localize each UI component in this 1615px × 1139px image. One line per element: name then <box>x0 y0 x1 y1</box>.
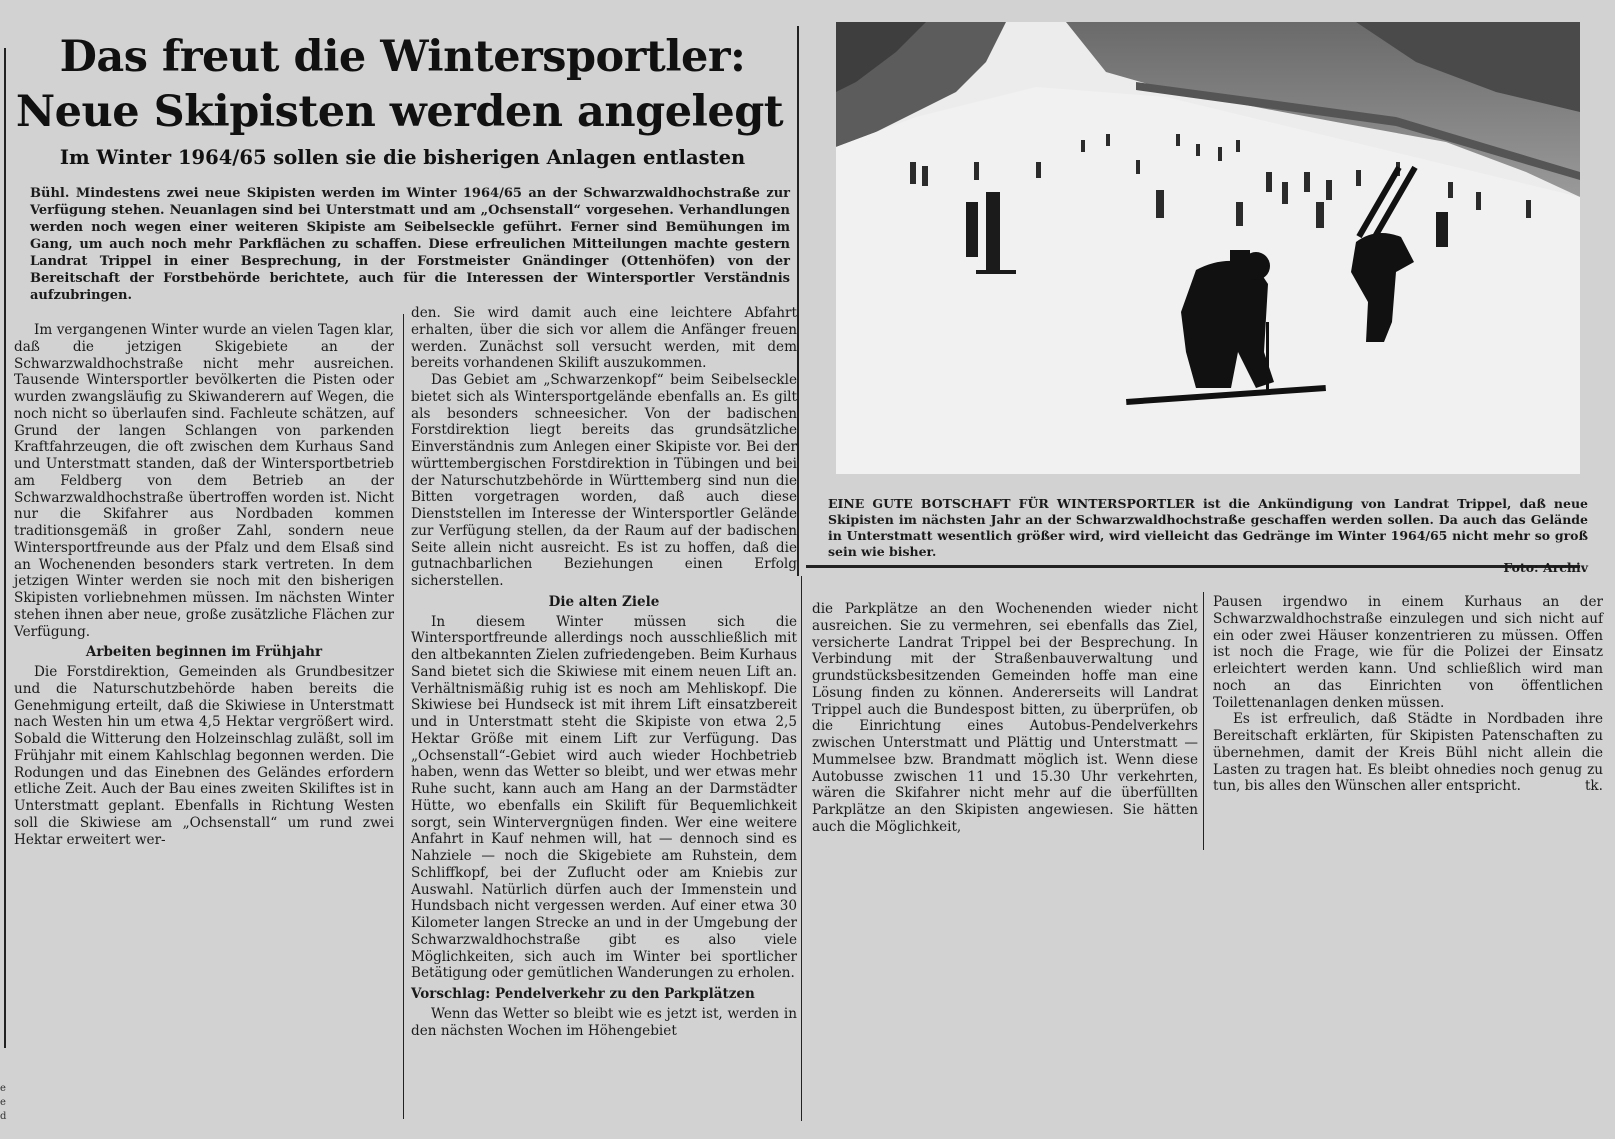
col2-subheading: Die alten Ziele <box>548 593 660 610</box>
margin-glyph: d <box>0 1111 7 1122</box>
ski-slope-photo <box>836 22 1580 474</box>
left-border-rule <box>4 48 6 1048</box>
col4-paragraph-1: Pausen irgendwo in einem Kurhaus an der Schwarzwaldhochstraße einzulegen und sich nicht auf ein oder zwei Häuser konzentrieren zu müssen. Offen ist noch die Frage, wie für die Polizei der Einsatz erleichtert werden kann. Und schließlich wird man noch an das Einrichten von öffentlichen Toilettenanlagen denken müssen. <box>1213 594 1603 711</box>
col2-paragraph-2: Das Gebiet am „Schwarzenkopf“ beim Seibelseckle bietet sich als Wintersportgelände ebenfalls an. Es gilt als besonders schneesicher. Von der badischen Forstdirektion liegt bereits das grundsätzliche Einverständnis zum Anlegen einer Skipiste vor. Bei der württembergischen Forstdirektion in Tübingen und bei der Naturschutzbehörde in Württemberg sind nun die Bitten vorgetragen worden, daß auch diese Dienststellen im Interesse der Wintersportler Gelände zur Verfügung stellen, da der Raum auf der badischen Seite allein nicht ausreicht. Es ist zu hoffen, daß die gutnachbarlichen Beziehungen einen Erfolg sicherstellen. <box>411 372 797 589</box>
column-1 <box>14 322 394 848</box>
headline-line-2: Neue Skipisten werden angelegt <box>15 87 784 137</box>
column-divider-rule-1 <box>403 314 404 1119</box>
col2-paragraph-1: den. Sie wird damit auch eine leichtere Abfahrt erhalten, über die sich vor allem die Anfänger freuen werden. Zunächst soll versucht werden, mit dem bereits vorhandenen Skilift auszukommen. <box>411 305 797 372</box>
col2-subheading-2: Vorschlag: Pendelverkehr zu den Parkplätzen <box>411 986 755 1002</box>
author-signature: tk. <box>1584 778 1603 795</box>
headline-divider-rule <box>797 26 799 576</box>
column-3 <box>812 601 1198 836</box>
column-divider-rule-2 <box>801 576 802 1121</box>
photo-caption <box>828 496 1588 576</box>
column-divider-rule-3 <box>1203 592 1204 850</box>
photo-credit: Foto: Archiv <box>1503 560 1588 575</box>
margin-glyphs <box>0 1082 6 1124</box>
col2-paragraph-4: Wenn das Wetter so bleibt wie es jetzt ist, werden in den nächsten Wochen im Höhengebiet <box>411 1005 797 1039</box>
margin-glyph: e <box>0 1083 6 1094</box>
ski-slope-photo-image <box>836 22 1580 474</box>
headline-line-1: Das freut die Wintersportler: <box>59 32 746 82</box>
col3-paragraph-1: die Parkplätze an den Wochenenden wieder nicht ausreichen. Sie zu vermehren, sei ebenfalls das Ziel, versicherte Landrat Trippel bei der Besprechung. In Verbindung mit der Straßenbauverwaltung und grundstücksbesitzenden Gemeinden hoffe man eine Lösung finden zu können. Andererseits will Landrat Trippel auch die Bundespost bitten, zu überprüfen, ob die Einrichtung eines Autobus-Pendelverkehrs zwischen Unterstmatt und Plättig und Unterstmatt — Mummelsee bzw. Brandmatt möglich ist. Wenn diese Autobusse zwischen 11 und 15.30 Uhr verkehrten, wären die Skifahrer nicht mehr auf die überfüllten Parkplätze an den Skipisten angewiesen. Sie hätten auch die Möglichkeit, <box>812 601 1198 835</box>
lead-paragraph: Bühl. Mindestens zwei neue Skipisten werden im Winter 1964/65 an der Schwarzwaldhochstraße zur Verfügung stehen. Neuanlagen sind bei Unterstmatt und am „Ochsenstall“ vorgesehen. Verhandlungen werden noch wegen einer weiteren Skipiste am Seibelseckle geführt. Ferner sind Bemühungen im Gang, um auch noch mehr Parkflächen zu schaffen. Diese erfreulichen Mitteilungen machte gestern Landrat Trippel in einer Besprechung, in der Forstmeister Gnändinger (Ottenhöfen) von der Bereitschaft der Forstbehörde berichtete, auch für die Interessen der Wintersportler Verständnis aufzubringen. <box>30 186 790 303</box>
col1-paragraph-2: Die Forstdirektion, Gemeinden als Grundbesitzer und die Naturschutzbehörde haben bereits die Genehmigung erteilt, daß die Skiwiese in Unterstmatt nach Westen hin um etwa 4,5 Hektar vergrößert wird. Sobald die Witterung den Holzeinschlag zuläßt, soll im Frühjahr mit einem Kahlschlag begonnen werden. Die Rodungen und das Einebnen des Geländes erfordern etliche Zeit. Auch der Bau eines zweiten Skiliftes ist in Unterstmatt geplant. Ebenfalls in Richtung Westen soll die Skiwiese am „Ochsenstall“ um rund zwei Hektar erweitert wer- <box>14 664 394 848</box>
col4-paragraph-2 <box>1213 711 1603 795</box>
column-4 <box>1213 594 1603 795</box>
col1-subheading: Arbeiten beginnen im Frühjahr <box>85 644 323 661</box>
column-2 <box>411 305 797 1039</box>
subheadline: Im Winter 1964/65 sollen sie die bisherigen Anlagen entlasten <box>59 146 746 169</box>
col1-paragraph-1: Im vergangenen Winter wurde an vielen Tagen klar, daß die jetzigen Skigebiete an der Schwarzwaldhochstraße nicht mehr ausreichen. Tausende Wintersportler bevölkerten die Pisten oder wurden zwangsläufig zu Skiwanderern auf Wegen, die noch nicht so überlaufen sind. Fachleute schätzen, auf Grund der langen Schlangen von parkenden Kraftfahrzeugen, die oft zwischen dem Kurhaus Sand und Unterstmatt standen, daß der Wintersportbetrieb am Feldberg von dem Betrieb an der Schwarzwaldhochstraße übertroffen worden ist. Nicht nur die Skifahrer aus Nordbaden kommen traditionsgemäß in großer Zahl, sondern neue Wintersportfreunde aus der Pfalz und dem Elsaß sind an Wochenenden besonders stark vertreten. In dem jetzigen Winter werden sie noch mit den bisherigen Skipisten vorliebnehmen müssen. Im nächsten Winter stehen ihnen aber neue, große zusätzliche Flächen zur Verfügung. <box>14 322 394 640</box>
headline <box>10 30 795 140</box>
col2-paragraph-3: In diesem Winter müssen sich die Wintersportfreunde allerdings noch ausschließlich mit den altbekannten Zielen zufriedengeben. Beim Kurhaus Sand bietet sich die Skiwiese mit einem neuen Lift an. Verhältnismäßig ruhig ist es noch am Mehliskopf. Die Skiwiese bei Hundseck ist mit ihrem Lift einsatzbereit und in Unterstmatt steht die Skipiste von etwa 2,5 Hektar Größe mit einem Lift zur Verfügung. Das „Ochsenstall“-Gebiet wird auch wieder Hochbetrieb haben, wenn das Wetter so bleibt, und wer etwas mehr Ruhe sucht, kann auch am Hang an der Darmstädter Hütte, wo ebenfalls ein Skilift für Bequemlichkeit sorgt, sein Wintervergnügen finden. Wer eine weitere Anfahrt in Kauf nehmen will, hat — dennoch sind es Nahziele — noch die Skigebiete am Ruhstein, dem Schliffkopf, bei der Zuflucht oder am Kniebis zur Auswahl. Natürlich dürfen auch der Immenstein und Hundsbach nicht vergessen werden. Auf einer etwa 30 Kilometer langen Strecke an und in der Umgebung der Schwarzwaldhochstraße gibt es also viele Möglichkeiten, sich auch im Winter bei sportlicher Betätigung oder gemütlichen Wanderungen zu erholen. <box>411 613 797 982</box>
photo-caption-text: EINE GUTE BOTSCHAFT FÜR WINTERSPORTLER ist die Ankündigung von Landrat Trippel, daß neue Skipisten im nächsten Jahr an der Schwarzwaldhochstraße geschaffen werden sollen. Da auch das Gelände in Unterstmatt wesentlich größer wird, wird vielleicht das Gedränge im Winter 1964/65 nicht mehr so groß sein wie bisher. <box>828 496 1588 559</box>
margin-glyph: e <box>0 1097 6 1108</box>
col4-paragraph-2-text: Es ist erfreulich, daß Städte in Nordbaden ihre Bereitschaft erklärten, für Skipisten Patenschaften zu übernehmen, damit der Kreis Bühl nicht allein die Lasten zu tragen hat. Es bleibt ohnedies noch genug zu tun, bis alles den Wünschen aller entspricht. <box>1213 711 1603 795</box>
